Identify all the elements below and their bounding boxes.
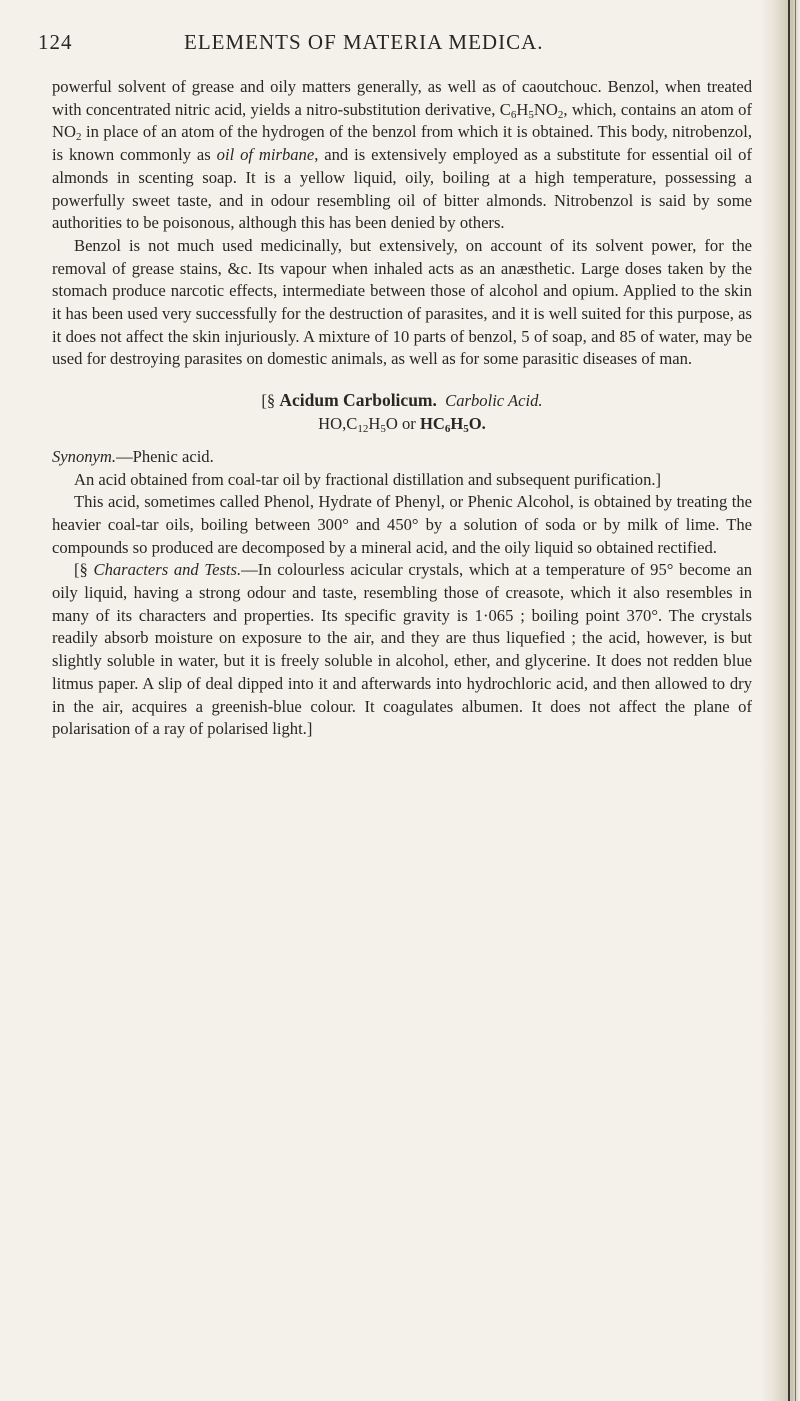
section-heading: [§ Acidum Carbolicum. Carbolic Acid. [261,390,543,411]
page-edge-line-inner [795,0,796,1401]
page-edge-shadow [760,0,800,1401]
paragraph-characters-tests: [§ Characters and Tests.—In colourless acicular crystals, which at a temperature of 95° become an oily liquid, having a strong odour and taste, resembling those of creasote, which it also resembles in many of its characters and properties. Its specific gravity is 1·065 ; boiling point 370°. The crystals readily absorb moisture on exposure to the air, and they are thus liquefied ; the acid, however, is but slightly soluble in water, but it is freely soluble in alcohol, ether, and glycerine. It does not redden blue litmus paper. A slip of deal dipped into it and afterwards into hydrochloric acid, and then allowed to dry in the air, acquires a greenish-blue colour. It coagulates albumen. It does not affect the plane of polarisation of a ray of polarised light.] [52,560,752,739]
synonym-line: Synonym.—Phenic acid. [52,446,214,466]
page-body [52,76,752,741]
paragraph-benzol-uses: Benzol is not much used medicinally, but extensively, on account of its solvent power, for the removal of grease stains, &c. Its vapour when inhaled acts as an anæsthetic. Large doses taken by the stomach produce narcotic effects, intermediate between those of alcohol and opium. Applied to the skin it has been used very successfully for the destruction of parasites, and it is well suited for this purpose, as it does not affect the skin injuriously. A mixture of 10 parts of benzol, 5 of soap, and 85 of water, may be used for destroying parasites on domestic animals, as well as for some parasitic diseases of man. [52,235,752,369]
paragraph-preparation: This acid, sometimes called Phenol, Hydrate of Phenyl, or Phenic Alcohol, is obtained by treating the heavier coal-tar oils, boiling between 300° and 450° by a solution of soda or by milk of lime. The compounds so produced are decomposed by a mineral acid, and the oily liquid so obtained rectified. [52,492,752,557]
heading-english: Carbolic Acid. [445,391,543,411]
paragraph-definition: An acid obtained from coal-tar oil by fractional distillation and subsequent purification.] [74,469,662,489]
chemical-formula: $HO,C_{12}H_5O$ or $HC_6H_5O$. [318,414,486,436]
paragraph-nitrobenzol: powerful solvent of grease and oily matters generally, as well as of caoutchouc. Benzol, when treated with concentrated nitric acid, yields a nitro-substitution derivative, $C_6H_5NO_2$, which, contains an atom of $NO_2$ in place of an atom of the hydrogen of the benzol from which it is obtained. This body, nitrobenzol, is known commonly as oil of mirbane, and is extensively employed as a substitute for essential oil of almonds in scenting soap. It is a yellow liquid, oily, boiling at a high temperature, possessing a powerfully sweet taste, and in odour resembling oil of bitter almonds. Nitrobenzol is said by some authorities to be poisonous, although this has been denied by others. [52,77,752,233]
heading-latin: Acidum Carbolicum. [279,390,437,411]
running-title: ELEMENTS OF MATERIA MEDICA. [184,30,544,54]
page-number: 124 [38,30,73,54]
page-header [38,30,748,60]
page-edge-line [788,0,790,1401]
